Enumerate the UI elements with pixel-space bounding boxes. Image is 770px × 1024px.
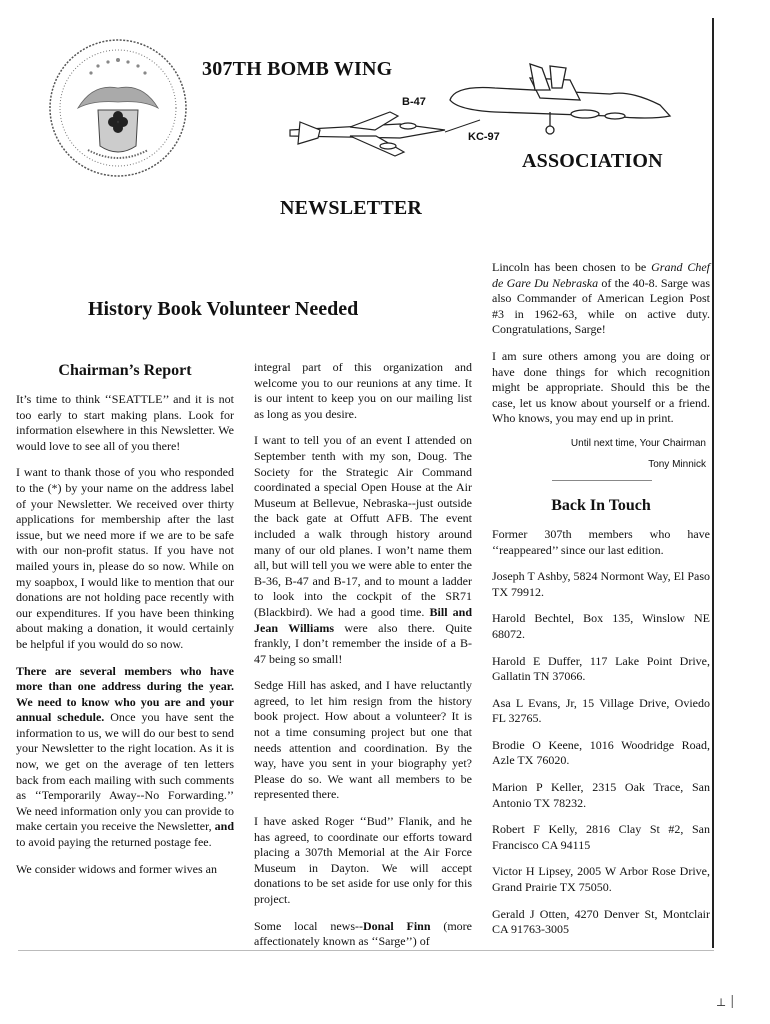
member-entry: Robert F Kelly, 2816 Clay St #2, San Francisco CA 94115: [492, 822, 710, 852]
text: to avoid paying the returned postage fee.: [16, 835, 212, 850]
member-entry: Gerald J Otten, 4270 Denver St, Montclair CA 91763-3005: [492, 906, 710, 937]
column-3: [492, 260, 710, 949]
chairmans-report-heading: Chairman’s Report: [58, 362, 192, 379]
title-association: ASSOCIATION: [522, 150, 663, 172]
bold-text: There are several members who have more than one address during the year. We need to know who you are and your annual schedule.: [16, 663, 234, 725]
bold-text: Donal Finn: [362, 918, 431, 933]
bold-text: and: [214, 819, 234, 834]
member-entry: Harold Bechtel, Box 135, Winslow NE 68072.: [492, 611, 710, 641]
text: were also there. Quite frankly, I don’t remember the inside of a B-47 being so small!: [254, 620, 472, 666]
member-entry: Harold E Duffer, 117 Lake Point Drive, Gallatin TN 37066.: [492, 653, 710, 684]
column-2: [254, 360, 472, 961]
signature-line-2: Tony Minnick: [648, 458, 706, 470]
right-border-rule: [712, 18, 714, 948]
text: Lincoln has been chosen to be: [492, 260, 652, 274]
paragraph: [16, 664, 234, 851]
bold-text: Bill and Jean Williams: [254, 604, 472, 635]
paragraph: I am sure others among you are doing or have done things for which recognition might be appropriate. Should this be the case, let us know about yourself or a friend. Who knows, you may end up in print.: [492, 348, 710, 426]
member-entry: Asa L Evans, Jr, 15 Village Drive, Oviedo FL 32765.: [492, 695, 710, 726]
paragraph: It’s time to think ‘‘SEATTLE’’ and it is not too early to start making plans. Look for information elsewhere in this Newsletter. We would love to see all of you there!: [16, 392, 234, 453]
paragraph: I want to thank those of you who responded to the (*) by your name on the address label of your Newsletter. We received over thirty applications for membership after the last issue, but we need more if we are to be safe with our non-profit status. If you have not mailed yours in, please do so now. While on my soapbox, I would like to mention that our donations are not holding pace recently with our expenditures. If you have been thinking about making a donation, it would certainly be helpful if you would do so now.: [16, 465, 234, 651]
member-entry: Joseph T Ashby, 5824 Normont Way, El Paso TX 79912.: [492, 569, 710, 599]
text: Some local news--: [254, 918, 363, 933]
paragraph: [492, 260, 710, 338]
paragraph: Former 307th members who have ‘‘reappeared’’ since our last edition.: [492, 526, 710, 557]
title-newsletter: NEWSLETTER: [280, 197, 423, 219]
italic-text: Grand Chef de Gare Du Nebraska: [492, 260, 710, 290]
association-seal: [48, 38, 188, 178]
label-b47: B-47: [402, 96, 426, 108]
back-in-touch-heading: Back In Touch: [551, 496, 651, 514]
text: I want to tell you of an event I attended on September tenth with my son, Doug. The Society for the Strategic Air Command coordinated a special Open House at the Air Museum at Bellevue, Nebraska--just outside the back gate at Offutt AFB. The event included a walk through history around many of our old planes. I won’t name them all, but will tell you we were able to enter the B-36, B-47 and B-17, and to mount a ladder to look into the cockpit of the SR71 (Blackbird). We had a good time.: [254, 433, 472, 619]
signature-divider: [552, 480, 652, 481]
paragraph: I have asked Roger ‘‘Bud’’ Flanik, and he has agreed, to coordinate our efforts toward placing a 307th Memorial at the Air Force Museum in Dayton. We will accept donations to be set aside for use only for this project.: [254, 814, 472, 906]
headline: History Book Volunteer Needed: [88, 298, 359, 320]
member-list: [492, 569, 710, 938]
label-kc97: KC-97: [468, 131, 500, 143]
corner-mark: ⊥ ׀: [716, 997, 736, 1009]
signature-line-1: Until next time, Your Chairman: [570, 437, 706, 449]
text: of the 40-8. Sarge was also Commander of American Legion Post #3 in 1962-63, while on active duty. Congratulations, Sarge!: [492, 275, 710, 337]
paragraph: We consider widows and former wives an: [16, 861, 217, 876]
member-entry: Marion P Keller, 2315 Oak Trace, San Antonio TX 78232.: [492, 780, 710, 810]
paragraph: integral part of this organization and welcome you to our reunions at any time. It is our intent to keep you on our mailing list as long as you desire.: [254, 360, 472, 421]
column-1: [16, 362, 234, 888]
text: Once you have sent the information to us, we will do our best to send your Newsletter to the right location. As it is now, we get on the average of ten letters back from each mailing with such comments as ‘‘Temporarily Away--No Forwarding.’’ We need information only you can provide to make certain you receive the Newsletter,: [16, 710, 234, 834]
member-entry: Brodie O Keene, 1016 Woodridge Road, Azle TX 76020.: [492, 737, 710, 768]
text: (more affectionately known as ‘‘Sarge’’) of: [254, 918, 473, 949]
paragraph: [254, 433, 472, 667]
title-bomb-wing: 307TH BOMB WING: [202, 58, 393, 80]
member-entry: Victor H Lipsey, 2005 W Arbor Rose Drive, Grand Prairie TX 75050.: [492, 864, 710, 895]
paragraph: [254, 919, 472, 950]
paragraph: Sedge Hill has asked, and I have reluctantly agreed, to let him resign from the history book project. How about a volunteer? It is not a time consuming project but one that needs attention and coordination. By the way, have you sent in your biography yet? Please do so. We want all members to be represented there.: [254, 678, 472, 802]
